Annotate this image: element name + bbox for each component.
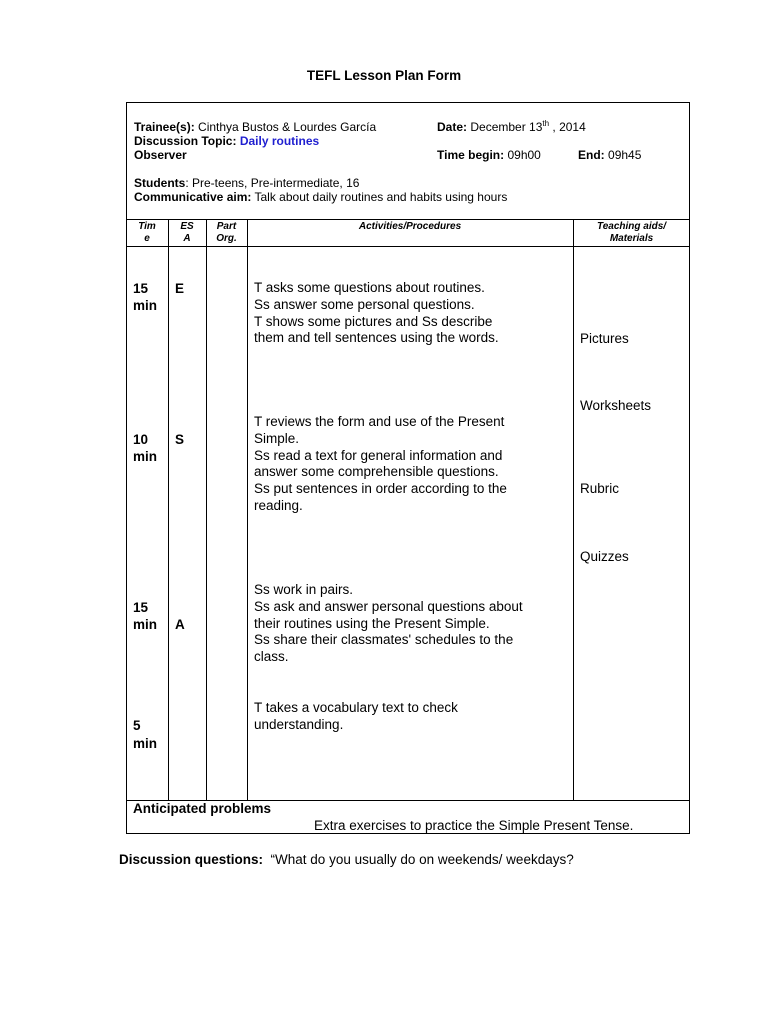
students-line	[134, 176, 359, 190]
discussion-questions-text: “What do you usually do on weekends/ weekdays?	[270, 852, 574, 867]
row-esa: E	[175, 281, 185, 296]
row-activities: T asks some questions about routines. Ss answer some personal questions. T shows some pictures and Ss describe them and tell sentences using the words.	[254, 280, 499, 346]
header-divider	[126, 219, 690, 220]
column-header-divider	[126, 246, 690, 247]
time-begin-label: Time begin:	[437, 148, 505, 162]
topic-label: Discussion Topic:	[134, 134, 237, 148]
topic-value: Daily routines	[239, 134, 320, 148]
row-time: 5 min	[133, 718, 158, 751]
end-line	[578, 148, 641, 162]
trainee-value: Cinthya Bustos & Lourdes García	[198, 120, 377, 134]
row-time: 10 min	[133, 432, 158, 464]
col-header-materials: Teaching aids/ Materials	[596, 221, 667, 244]
col-divider-esa	[206, 219, 207, 800]
observer-label: Observer	[134, 148, 187, 162]
material-item: Worksheets	[580, 398, 652, 413]
students-label: Students	[134, 176, 186, 190]
aim-label: Communicative aim:	[134, 190, 252, 204]
form-title: TEFL Lesson Plan Form	[306, 68, 462, 83]
row-time: 15 min	[133, 281, 158, 313]
students-value: : Pre-teens, Pre-intermediate, 16	[185, 176, 360, 190]
time-begin-line	[437, 148, 541, 162]
end-label: End:	[578, 148, 605, 162]
date-value: December 13th , 2014	[470, 119, 586, 134]
aim-value: Talk about daily routines and habits using hours	[254, 190, 508, 204]
material-item: Rubric	[580, 481, 620, 496]
date-label: Date:	[437, 120, 468, 134]
col-header-part-org: Part Org.	[216, 221, 237, 244]
col-header-time: Tim e	[138, 221, 156, 244]
date-line	[437, 120, 586, 134]
discussion-questions	[119, 852, 574, 869]
trainee-line	[134, 120, 376, 134]
row-esa: S	[175, 432, 185, 447]
col-header-activities: Activities/Procedures	[358, 221, 462, 232]
anticipated-problems-label: Anticipated problems	[133, 801, 272, 816]
row-esa: A	[175, 617, 185, 632]
row-time: 15 min	[133, 600, 158, 632]
col-divider-part	[247, 219, 248, 800]
material-item: Pictures	[580, 331, 629, 346]
material-item: Quizzes	[580, 549, 629, 564]
topic-line	[134, 134, 319, 148]
anticipated-problems-text: Extra exercises to practice the Simple Present Tense.	[314, 818, 634, 833]
row-activities: Ss work in pairs. Ss ask and answer personal questions about their routines using the Present Simple. Ss share their classmates' schedules to the class.	[254, 582, 523, 665]
end-value: 09h45	[608, 148, 642, 162]
time-begin-value: 09h00	[507, 148, 541, 162]
col-header-esa: ES A	[180, 221, 194, 244]
row-activities: T takes a vocabulary text to check understanding.	[254, 700, 458, 732]
discussion-questions-label: Discussion questions:	[119, 852, 264, 867]
row-activities: T reviews the form and use of the Present Simple. Ss read a text for general information and answer some comprehensible questions. Ss put sentences in order according to the reading.	[254, 414, 507, 513]
col-divider-time	[168, 219, 169, 800]
trainee-label: Trainee(s):	[134, 120, 195, 134]
col-divider-activities	[573, 219, 574, 800]
aim-line	[134, 190, 507, 204]
